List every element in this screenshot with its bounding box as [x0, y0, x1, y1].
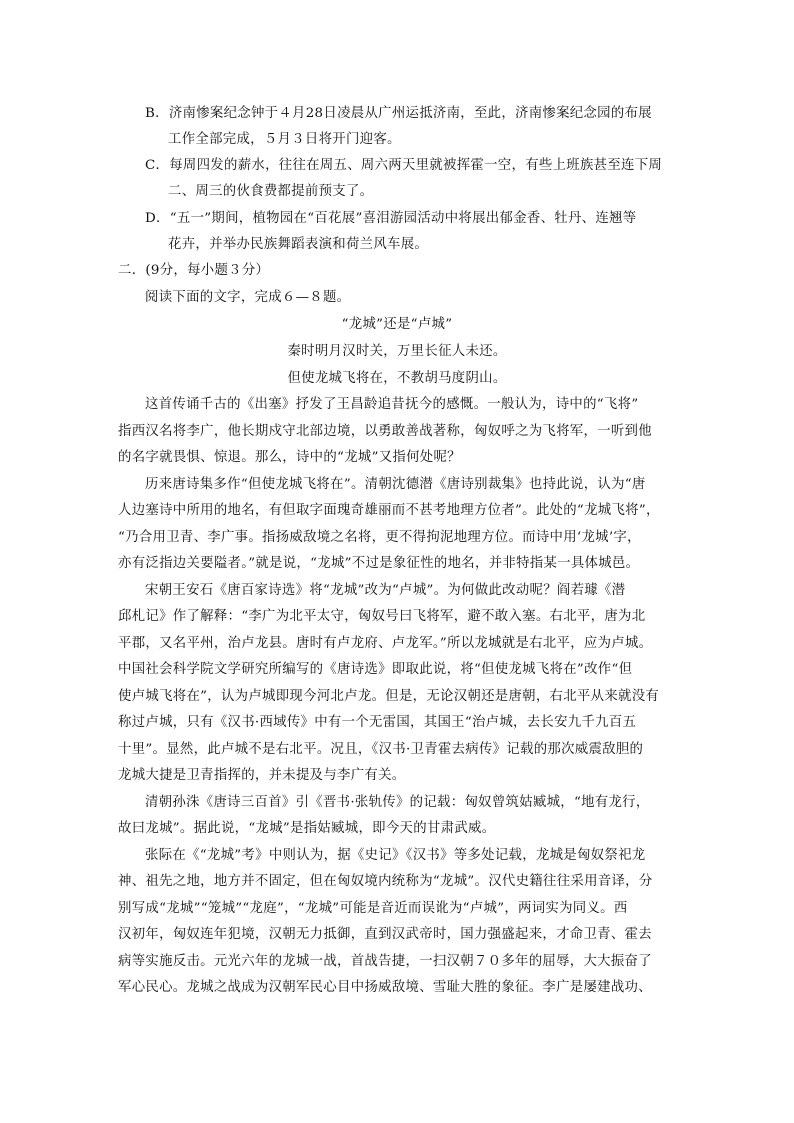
option-b-line-1: B．济南惨案纪念钟于４月28日凌晨从广州运抵济南，至此，济南惨案纪念园的布展: [145, 106, 652, 121]
article-line: 龙城大捷是卫青指挥的，并未提及与李广有关。: [118, 768, 406, 783]
article-line: 指西汉名将李广，他长期戍守北部边境，以勇敢善战著称，匈奴呼之为飞将军，一听到他: [118, 424, 652, 439]
article-line: 神、祖先之地，地方并不固定，但在匈奴境内统称为“龙城”。汉代史籍往往采用音译，分: [118, 874, 653, 889]
article-title: “龙城”还是“卢城”: [341, 317, 453, 332]
option-d-line-1: D．“五一”期间，植物园在“百花展”喜泪游园活动中将展出郁金香、牡丹、连翘等: [145, 211, 637, 226]
article-line: 使卢城飞将在”，认为卢城即现今河北卢龙。但是，无论汉朝还是唐朝，右北平从来就没有: [118, 689, 660, 704]
option-c-line-1: C．每周四发的薪水，往往在周五、周六两天里就被挥霍一空，有些上班族甚至连下周: [145, 158, 663, 173]
article-line: 汉初年，匈奴连年犯境，汉朝无力抵御，直到汉武帝时，国力强盛起来，才命卫青、霍去: [118, 927, 652, 942]
option-d-line-2: 花卉，并举办民族舞蹈表演和荷兰风车展。: [168, 237, 429, 252]
article-line: 故曰龙城”。据此说，“龙城”是指姑臧城，即今天的甘肃武威。: [118, 821, 496, 836]
article-line: 别写成“龙城”“笼城”“龙庭”，“龙城”可能是音近而误讹为“卢城”，两词实为同义。西: [118, 901, 628, 916]
article-line: 这首传诵千古的《出塞》抒发了王昌龄追昔抚今的感慨。一般认为，诗中的“飞将”: [145, 397, 639, 412]
option-c-line-2: 二、周三的伙食费都提前预支了。: [168, 184, 374, 199]
section-heading: 二．(9分，每小题３分）: [118, 263, 270, 278]
article-line: 十里”。显然，此卢城不是右北平。况且，《汉书·卫青霍去病传》记载的那次威震敌胆的: [118, 742, 644, 757]
article-line: 宋朝王安石《唐百家诗选》将“龙城”改为“卢城”。为何做此改动呢？阎若璩《潜: [145, 583, 626, 598]
article-line: 军心民心。龙城之战成为汉朝军民心目中扬威敌境、雪耻大胜的象征。李广是屡建战功、: [118, 980, 652, 995]
article-line: 称过卢城，只有《汉书·西域传》中有一个无雷国，其国王“治卢城，去长安九千九百五: [118, 715, 637, 730]
poem-line-2: 但使龙城飞将在，不教胡马度阴山。: [287, 371, 507, 386]
article-line: 张际在《“龙城”考》中则认为，据《史记》《汉书》等多处记载，龙城是匈奴祭祀龙: [145, 848, 646, 863]
article-line: 清朝孙洙《唐诗三百首》引《晋书·张轨传》的记载：匈奴曾筑姑臧城，“地有龙行，: [145, 795, 650, 810]
article-line: 平郡，又名平州，治卢龙县。唐时有卢龙府、卢龙军。”所以龙城就是右北平，应为卢城。: [118, 636, 653, 651]
article-line: 中国社会科学院文学研究所编写的《唐诗选》即取此说，将“但使龙城飞将在”改作“但: [118, 662, 633, 677]
section-instruction: 阅读下面的文字，完成６—８题。: [145, 290, 351, 305]
article-line: 病等实施反击。元光六年的龙城一战，首战告捷，一扫汉朝７０多年的屈辱，大大振奋了: [118, 954, 652, 969]
poem-line-1: 秦时明月汉时关，万里长征人未还。: [287, 344, 507, 359]
article-line: 历来唐诗集多作“但使龙城飞将在”。清朝沈德潜《唐诗别裁集》也持此说，认为“唐: [145, 477, 646, 492]
article-line: 人边塞诗中所用的地名，有但取字面瑰奇雄丽而不甚考地理方位者”。此处的“龙城飞将”，: [118, 503, 660, 518]
article-line: 邱札记》作了解释：“李广为北平太守，匈奴号曰飞将军，避不敢入塞。右北平，唐为北: [118, 609, 646, 624]
article-line: “乃合用卫青、李广事。指扬威敌境之名将，更不得拘泥地理方位。而诗中用‘龙城’字，: [118, 530, 641, 545]
article-line: 亦有泛指边关要隘者。”就是说，“龙城”不过是象征性的地名，并非特指某一具体城邑。: [118, 556, 640, 571]
option-b-line-2: 工作全部完成，５月３日将开门迎客。: [168, 132, 401, 147]
article-line: 的名字就畏惧、惊退。那么，诗中的“龙城”又指何处呢？: [118, 450, 461, 465]
